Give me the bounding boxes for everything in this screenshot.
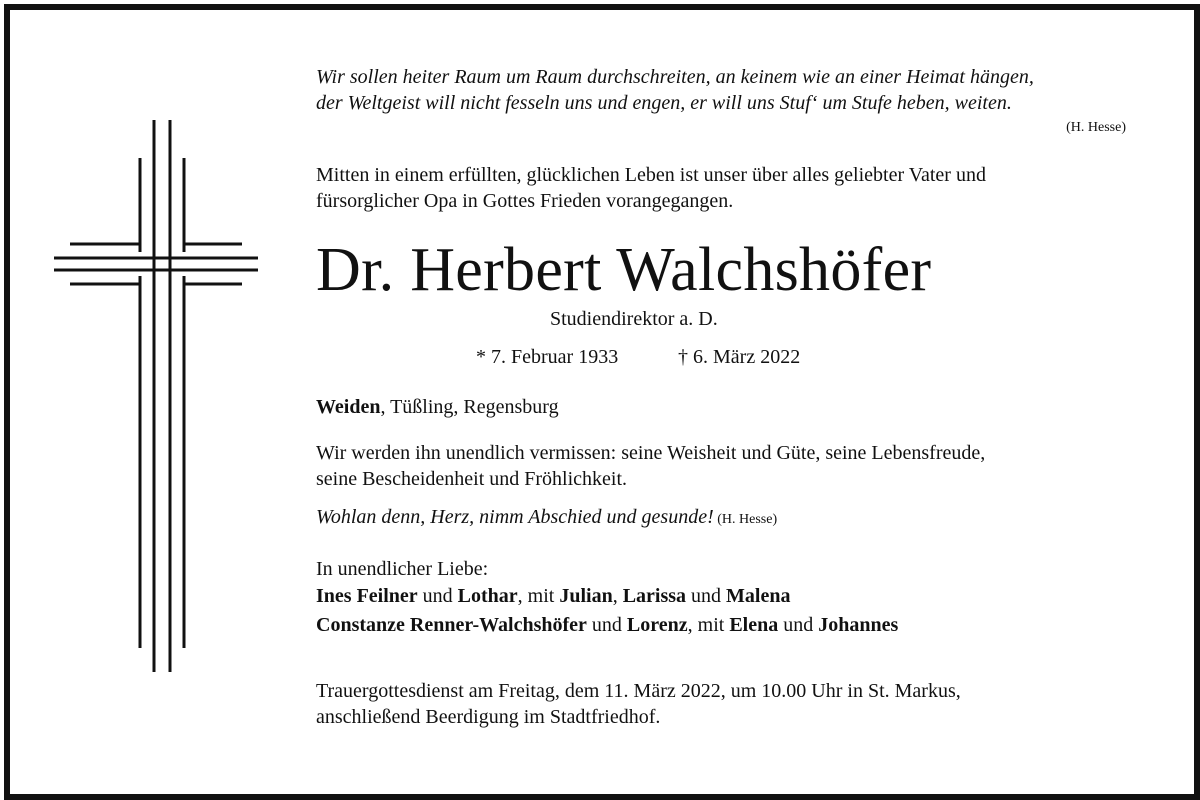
family-name: Larissa bbox=[622, 585, 687, 607]
service-line: Trauergottesdienst am Freitag, dem 11. März 2022, um 10.00 Uhr in St. Markus, bbox=[316, 680, 961, 702]
intro-paragraph bbox=[316, 162, 1116, 214]
service-paragraph bbox=[316, 678, 1116, 730]
death-date: † 6. März 2022 bbox=[678, 346, 801, 368]
farewell-quote-text: Wohlan denn, Herz, nimm Abschied und gesunde! bbox=[316, 506, 714, 528]
motto-line: Wir sollen heiter Raum um Raum durchschreiten, an keinem wie an einer Heimat hängen, bbox=[316, 66, 1034, 88]
family-name: Malena bbox=[726, 585, 791, 607]
remembrance-paragraph bbox=[316, 440, 1096, 492]
farewell-quote-source: (H. Hesse) bbox=[713, 512, 778, 527]
service-line: anschließend Beerdigung im Stadtfriedhof. bbox=[316, 706, 661, 728]
family-connector: , mit bbox=[687, 614, 730, 636]
family-connector: und bbox=[686, 585, 727, 607]
motto-line: der Weltgeist will nicht fesseln uns und engen, er will uns Stuf‘ um Stufe heben, weiten. bbox=[316, 92, 1012, 114]
family-name: Lothar bbox=[457, 585, 518, 607]
family-line-2 bbox=[316, 612, 898, 638]
family-name: Johannes bbox=[818, 614, 899, 636]
intro-line: fürsorglicher Opa in Gottes Frieden vorangegangen. bbox=[316, 190, 734, 212]
farewell-quote bbox=[316, 504, 777, 533]
remembrance-line: seine Bescheidenheit und Fröhlichkeit. bbox=[316, 468, 628, 490]
family-intro: In unendlicher Liebe: bbox=[316, 558, 489, 580]
family-line-1 bbox=[316, 583, 790, 609]
place-main: Weiden bbox=[316, 396, 381, 418]
family-connector: und bbox=[778, 614, 819, 636]
deceased-title: Studiendirektor a. D. bbox=[550, 308, 718, 330]
family-name: Julian bbox=[559, 585, 613, 607]
deceased-name: Dr. Herbert Walchshöfer bbox=[316, 236, 932, 304]
family-connector: und bbox=[586, 614, 627, 636]
birth-date: * 7. Februar 1933 bbox=[476, 346, 619, 368]
remembrance-line: Wir werden ihn unendlich vermissen: seine Weisheit und Güte, seine Lebensfreude, bbox=[316, 442, 986, 464]
place-rest: , Tüßling, Regensburg bbox=[380, 396, 559, 418]
family-connector: , bbox=[612, 585, 623, 607]
family-connector: , mit bbox=[517, 585, 560, 607]
family-connector: und bbox=[417, 585, 458, 607]
intro-line: Mitten in einem erfüllten, glücklichen Leben ist unser über alles geliebter Vater und bbox=[316, 164, 986, 186]
family-name: Ines Feilner bbox=[316, 585, 418, 607]
motto-quote bbox=[316, 64, 1136, 116]
places-line bbox=[316, 394, 559, 420]
family-name: Lorenz bbox=[626, 614, 688, 636]
motto-source: (H. Hesse) bbox=[1066, 120, 1126, 135]
double-line-cross-icon bbox=[52, 118, 260, 674]
family-name: Constanze Renner-Walchshöfer bbox=[316, 614, 587, 636]
family-name: Elena bbox=[729, 614, 779, 636]
